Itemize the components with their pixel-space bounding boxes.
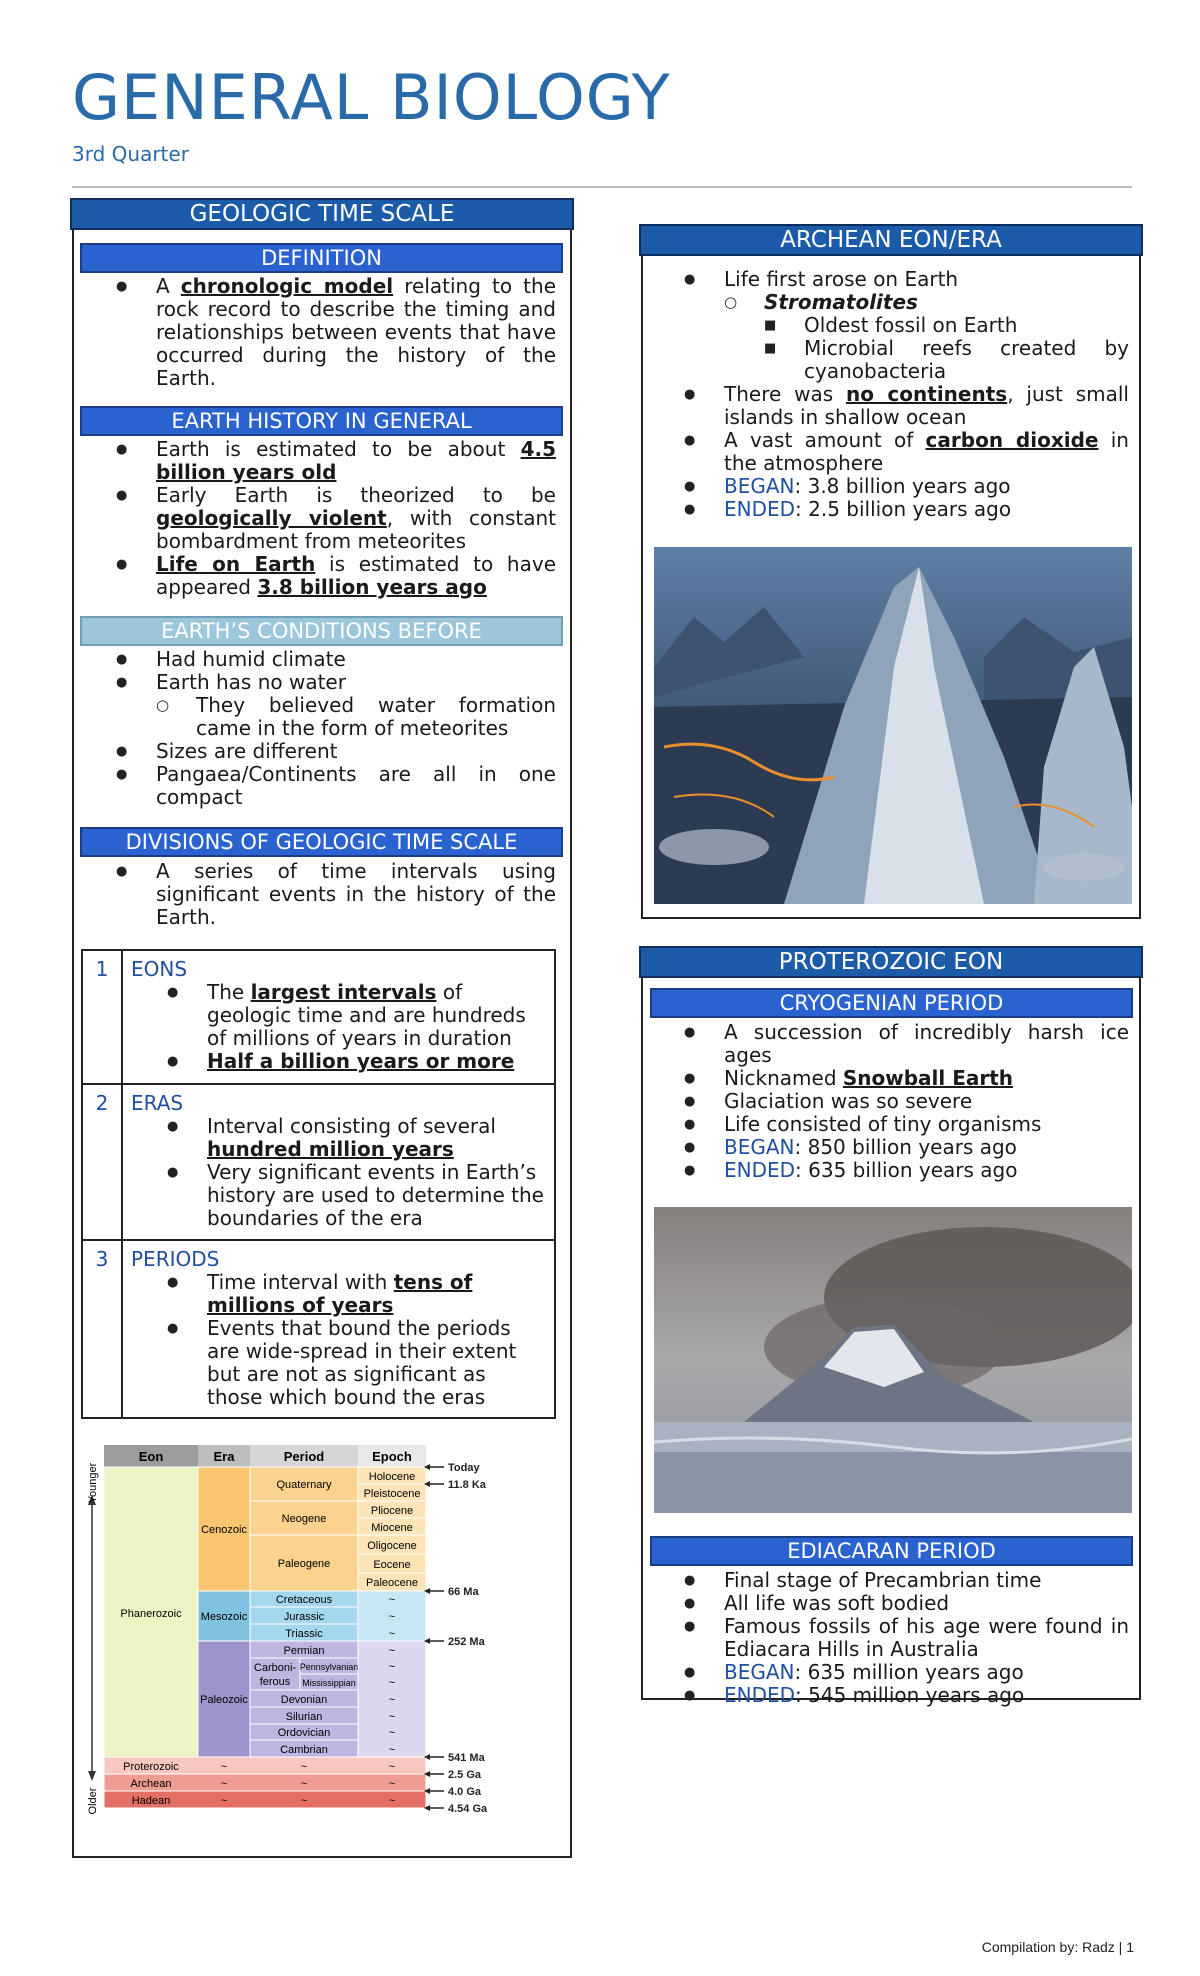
list-item: ● Final stage of Precambrian time [684, 1569, 1129, 1592]
chart-header-eon: Eon [138, 1449, 164, 1464]
list-item: ● Life on Earth is estimated to have appeared 3.8 billion years ago [116, 553, 556, 599]
axis-older-label: Older [87, 1787, 99, 1815]
list-item: ● ENDED: 635 billion years ago [684, 1159, 1129, 1182]
period-cretaceous-label: Cretaceous [275, 1594, 333, 1606]
epoch-eocene-label: Eocene [373, 1559, 411, 1571]
earth-conditions-list [116, 648, 556, 809]
eon-archean-label: Archean [130, 1778, 172, 1790]
ediacaran-list [684, 1569, 1129, 1707]
epoch-miocene-label: Miocene [371, 1522, 413, 1534]
tilde-label: ~ [220, 1761, 228, 1773]
boundary-mark: 4.0 Ga [448, 1786, 482, 1798]
archean-landscape-image [654, 547, 1132, 904]
period-permian-label: Permian [283, 1645, 325, 1657]
axis-younger-label: Younger [87, 1462, 99, 1504]
geologic-time-chart [84, 1443, 560, 1835]
tilde-label: ~ [300, 1761, 308, 1773]
ediacaran-heading: EDIACARAN PERIOD [650, 1536, 1133, 1566]
era-paleozoic-label: Paleozoic [200, 1694, 248, 1706]
list-item: ■ Microbial reefs created by cyanobacteria [764, 337, 1129, 383]
table-row [82, 950, 555, 1084]
tilde-label: ~ [388, 1677, 396, 1689]
period-cambrian-label: Cambrian [280, 1744, 328, 1756]
list-item: ● BEGAN: 850 billion years ago [684, 1136, 1129, 1159]
list-item: ● Pangaea/Continents are all in one compact [116, 763, 556, 809]
list-item: ● Life first arose on Earth ○ Stromatolites ■ Oldest fossil on Earth ■ Microbial reefs created by cyanobacteria [684, 268, 1129, 383]
page-subtitle: 3rd Quarter [72, 142, 189, 166]
tilde-label: ~ [388, 1628, 396, 1640]
list-item: ● Famous fossils of his age were found in Ediacara Hills in Australia [684, 1615, 1129, 1661]
list-item: ● Half a billion years or more [167, 1050, 546, 1073]
list-item: ● BEGAN: 3.8 billion years ago [684, 475, 1129, 498]
earth-conditions-heading: EARTH’S CONDITIONS BEFORE [80, 616, 563, 646]
epoch-pleistocene-label: Pleistocene [363, 1488, 421, 1500]
table-row [82, 1084, 555, 1240]
definition-list [116, 275, 556, 390]
period-pennsylvanian-label: Pennsylvanian [299, 1662, 359, 1672]
earth-history-heading: EARTH HISTORY IN GENERAL [80, 406, 563, 436]
tilde-label: ~ [300, 1795, 308, 1807]
archean-heading: ARCHEAN EON/ERA [639, 224, 1143, 256]
boundary-mark: 4.54 Ga [448, 1803, 488, 1815]
tilde-label: ~ [388, 1661, 396, 1673]
table-cell [122, 1240, 555, 1418]
cryogenian-landscape-image [654, 1207, 1132, 1513]
list-item: ● Events that bound the periods are wide-spread in their extent but are not as significant as those which bound the eras [167, 1317, 546, 1409]
tilde-label: ~ [300, 1778, 308, 1790]
period-devonian-label: Devonian [280, 1694, 328, 1706]
page-footer: Compilation by: Radz | 1 [981, 1939, 1134, 1955]
period-mississippian-label: Mississippian [302, 1678, 356, 1688]
tilde-label: ~ [388, 1744, 396, 1756]
list-item: ● Very significant events in Earth’s history are used to determine the boundaries of the era [167, 1161, 546, 1230]
table-cell [122, 1084, 555, 1240]
header-divider [72, 186, 1132, 188]
tilde-label: ~ [220, 1778, 228, 1790]
list-item: ● Earth is estimated to be about 4.5 billion years old [116, 438, 556, 484]
list-item: ● Nicknamed Snowball Earth [684, 1067, 1129, 1090]
boundary-mark: 541 Ma [448, 1752, 485, 1764]
earth-history-list [116, 438, 556, 599]
period-neogene-label: Neogene [281, 1513, 327, 1525]
list-item: ○ Stromatolites ■ Oldest fossil on Earth ■ Microbial reefs created by cyanobacteria [724, 291, 1129, 383]
epoch-paleocene-label: Paleocene [366, 1577, 418, 1589]
period-triassic-label: Triassic [285, 1628, 323, 1640]
boundary-mark: 2.5 Ga [448, 1769, 482, 1781]
table-row [82, 1240, 555, 1418]
list-item: ● ENDED: 545 million years ago [684, 1684, 1129, 1707]
epoch-oligocene-label: Oligocene [367, 1540, 417, 1552]
period-carboniferous-label: ferous [259, 1676, 291, 1688]
chart-header-period: Period [283, 1449, 325, 1464]
list-item: ● All life was soft bodied [684, 1592, 1129, 1615]
boundary-mark: 66 Ma [448, 1586, 479, 1598]
boundary-mark: 252 Ma [448, 1636, 485, 1648]
list-item: ● A series of time intervals using significant events in the history of the Earth. [116, 860, 556, 929]
eon-hadean-label: Hadean [131, 1795, 171, 1807]
cryogenian-heading: CRYOGENIAN PERIOD [650, 988, 1133, 1018]
period-paleogene-label: Paleogene [277, 1558, 331, 1570]
tilde-label: ~ [388, 1711, 396, 1723]
period-ordovician-label: Ordovician [277, 1727, 331, 1739]
list-item: ● The largest intervals of geologic time and are hundreds of millions of years in duration [167, 981, 546, 1050]
proterozoic-heading: PROTEROZOIC EON [639, 946, 1143, 978]
list-item: ● Life consisted of tiny organisms [684, 1113, 1129, 1136]
definition-heading: DEFINITION [80, 243, 563, 273]
tilde-label: ~ [388, 1611, 396, 1623]
era-cenozoic-label: Cenozoic [201, 1524, 247, 1536]
archean-list [684, 268, 1129, 521]
list-item: ● Sizes are different [116, 740, 556, 763]
row-number: 1 [82, 950, 122, 1084]
divisions-heading: DIVISIONS OF GEOLOGIC TIME SCALE [80, 827, 563, 857]
tilde-label: ~ [388, 1778, 396, 1790]
periods-term: PERIODS [131, 1247, 220, 1271]
list-item: ● Interval consisting of several hundred million years [167, 1115, 546, 1161]
period-quaternary-label: Quaternary [276, 1479, 332, 1491]
list-item: ● Glaciation was so severe [684, 1090, 1129, 1113]
chart-header-epoch: Epoch [372, 1449, 412, 1464]
eons-term: EONS [131, 957, 188, 981]
period-jurassic-label: Jurassic [283, 1611, 325, 1623]
list-item: ● A succession of incredibly harsh ice ages [684, 1021, 1129, 1067]
period-carboniferous-label: Carboni- [253, 1662, 297, 1674]
divisions-list [116, 860, 556, 929]
list-item: ● A vast amount of carbon dioxide in the atmosphere [684, 429, 1129, 475]
epoch-pliocene-label: Pliocene [370, 1505, 414, 1517]
eon-phanerozoic-label: Phanerozoic [120, 1608, 182, 1620]
list-item: ○ They believed water formation came in the form of meteorites [156, 694, 556, 740]
eon-proterozoic-label: Proterozoic [123, 1761, 179, 1773]
eras-term: ERAS [131, 1091, 184, 1115]
boundary-mark: 11.8 Ka [448, 1479, 486, 1491]
period-silurian-label: Silurian [285, 1711, 323, 1723]
arrow-down-icon [88, 1771, 96, 1781]
list-item: ● BEGAN: 635 million years ago [684, 1661, 1129, 1684]
list-item: ● Early Earth is theorized to be geologically violent, with constant bombardment from meteorites [116, 484, 556, 553]
tilde-label: ~ [388, 1795, 396, 1807]
tilde-label: ~ [388, 1594, 396, 1606]
tilde-label: ~ [388, 1727, 396, 1739]
tilde-label: ~ [220, 1795, 228, 1807]
list-item: ● Had humid climate [116, 648, 556, 671]
era-mesozoic-label: Mesozoic [200, 1611, 248, 1623]
tilde-label: ~ [388, 1645, 396, 1657]
list-item: ● Earth has no water ○ They believed water formation came in the form of meteorites [116, 671, 556, 740]
list-item: ● ENDED: 2.5 billion years ago [684, 498, 1129, 521]
table-cell [122, 950, 555, 1084]
row-number: 3 [82, 1240, 122, 1418]
tilde-label: ~ [388, 1694, 396, 1706]
epoch-holocene-label: Holocene [368, 1471, 416, 1483]
list-item: ● Time interval with tens of millions of years [167, 1271, 546, 1317]
row-number: 2 [82, 1084, 122, 1240]
page-title: GENERAL BIOLOGY [72, 61, 671, 134]
geologic-time-scale-heading: GEOLOGIC TIME SCALE [70, 198, 574, 230]
divisions-table [81, 949, 556, 1419]
chart-header-era: Era [213, 1449, 235, 1464]
boundary-mark: Today [448, 1462, 480, 1474]
list-item: ● A chronologic model relating to the rock record to describe the timing and relationships between events that have occurred during the history of the Earth. [116, 275, 556, 390]
cryogenian-list [684, 1021, 1129, 1182]
list-item: ■ Oldest fossil on Earth [764, 314, 1129, 337]
tilde-label: ~ [388, 1761, 396, 1773]
list-item: ● There was no continents, just small islands in shallow ocean [684, 383, 1129, 429]
